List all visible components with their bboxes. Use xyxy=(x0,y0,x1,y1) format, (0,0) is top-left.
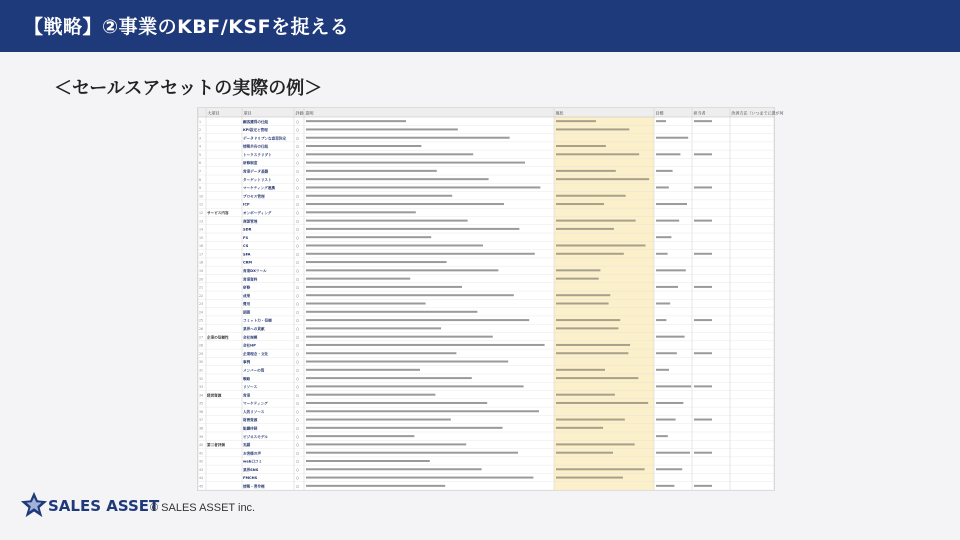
row-number: 30 xyxy=(199,360,204,365)
item-cell: 企業理念・文化 xyxy=(243,351,269,356)
cell-text-placeholder xyxy=(556,170,616,172)
column-header: 改善方法（いつまでに誰が何 xyxy=(731,110,784,116)
cell-text-placeholder xyxy=(306,452,518,454)
eval-mark: ○ xyxy=(296,194,300,199)
cell-text-placeholder xyxy=(306,145,421,147)
cell-text-placeholder xyxy=(556,253,624,255)
cell-text-placeholder xyxy=(306,402,487,404)
column-header: 目標 xyxy=(655,110,664,116)
cell-text-placeholder xyxy=(694,120,712,122)
item-cell: ビジネスモデル xyxy=(243,434,268,439)
item-cell: 成果 xyxy=(243,293,251,298)
eval-mark: ○ xyxy=(296,418,300,423)
item-cell: CS xyxy=(243,244,249,249)
row-number: 3 xyxy=(199,136,202,141)
cell-text-placeholder xyxy=(694,452,712,454)
cell-text-placeholder xyxy=(556,244,646,246)
cell-text-placeholder xyxy=(656,303,670,305)
row-number: 32 xyxy=(199,376,204,381)
eval-mark: ○ xyxy=(296,302,300,307)
cell-text-placeholder xyxy=(656,468,682,470)
row-number: 19 xyxy=(199,269,204,274)
item-cell: リソース xyxy=(243,385,258,390)
cell-text-placeholder xyxy=(306,261,447,263)
item-cell: メンバーの質 xyxy=(243,368,265,373)
row-number: 39 xyxy=(199,434,204,439)
item-cell: 費用 xyxy=(243,302,251,307)
cell-text-placeholder xyxy=(656,120,666,122)
cell-text-placeholder xyxy=(306,162,525,164)
cell-text-placeholder xyxy=(694,186,712,188)
cell-text-placeholder xyxy=(556,303,609,305)
cell-text-placeholder xyxy=(656,253,668,255)
eval-mark: ○ xyxy=(296,202,300,207)
cell-text-placeholder xyxy=(306,170,437,172)
row-number: 5 xyxy=(199,152,202,157)
cell-text-placeholder xyxy=(656,286,678,288)
item-cell: 業界SNS xyxy=(243,467,259,472)
eval-mark: ○ xyxy=(296,219,300,224)
cell-text-placeholder xyxy=(306,394,435,396)
column-header: 評価 xyxy=(295,110,304,116)
cell-text-placeholder xyxy=(656,220,679,222)
cell-text-placeholder xyxy=(306,211,416,213)
row-number: 44 xyxy=(199,476,204,481)
item-cell: SFA xyxy=(243,252,251,257)
cell-text-placeholder xyxy=(694,352,712,354)
eval-mark: ○ xyxy=(296,368,300,373)
item-cell: 実績 xyxy=(243,443,251,448)
cell-text-placeholder xyxy=(694,253,712,255)
header-bar xyxy=(0,0,960,52)
row-number: 1 xyxy=(199,119,202,124)
cell-text-placeholder xyxy=(306,311,477,313)
cell-text-placeholder xyxy=(556,220,636,222)
eval-mark: ○ xyxy=(296,376,300,381)
category-cell: 企業の信頼性 xyxy=(207,335,229,340)
row-number: 20 xyxy=(199,277,204,282)
cell-text-placeholder xyxy=(306,294,514,296)
cell-text-placeholder xyxy=(306,220,468,222)
cell-text-placeholder xyxy=(556,419,625,421)
eval-mark: ○ xyxy=(296,144,300,149)
row-number: 28 xyxy=(199,343,204,348)
eval-mark: ○ xyxy=(296,335,300,340)
cell-text-placeholder xyxy=(556,394,615,396)
row-number: 27 xyxy=(199,335,204,340)
eval-mark: ○ xyxy=(296,227,300,232)
item-cell: 研修 xyxy=(243,285,251,290)
eval-mark: ○ xyxy=(296,177,300,182)
row-number: 37 xyxy=(199,418,204,423)
column-header: 現状 xyxy=(555,110,564,116)
row-number: 9 xyxy=(199,186,202,191)
cell-text-placeholder xyxy=(556,269,600,271)
eval-mark: ○ xyxy=(296,285,300,290)
eval-mark: ○ xyxy=(296,210,300,215)
item-cell: 業界への貢献 xyxy=(243,327,265,332)
item-cell: マーケティング連携 xyxy=(243,186,275,191)
cell-text-placeholder xyxy=(306,303,426,305)
cell-text-placeholder xyxy=(656,452,690,454)
cell-text-placeholder xyxy=(656,269,686,271)
sales-asset-logo-icon xyxy=(20,491,48,519)
row-number: 26 xyxy=(199,327,204,332)
row-number: 35 xyxy=(199,401,204,406)
cell-text-placeholder xyxy=(306,419,451,421)
cell-text-placeholder xyxy=(306,485,445,487)
eval-mark: ○ xyxy=(296,293,300,298)
cell-text-placeholder xyxy=(656,402,683,404)
eval-mark: ○ xyxy=(296,360,300,365)
row-number: 38 xyxy=(199,426,204,431)
cell-text-placeholder xyxy=(306,427,503,429)
column-header: 項目 xyxy=(243,110,252,116)
eval-mark: ○ xyxy=(296,351,300,356)
item-cell: 営業 xyxy=(243,393,251,398)
row-number: 18 xyxy=(199,260,204,265)
cell-text-placeholder xyxy=(556,294,610,296)
eval-mark: ○ xyxy=(296,327,300,332)
eval-mark: ○ xyxy=(296,467,300,472)
cell-text-placeholder xyxy=(306,286,462,288)
row-number: 45 xyxy=(199,484,204,489)
item-cell: 情報・著作権 xyxy=(243,484,265,489)
row-number: 22 xyxy=(199,293,204,298)
cell-text-placeholder xyxy=(556,228,614,230)
column-header: 説明 xyxy=(305,110,314,116)
item-cell: SDR xyxy=(243,227,252,232)
row-number: 29 xyxy=(199,351,204,356)
eval-mark: ○ xyxy=(296,459,300,464)
page-title: 【戦略】②事業のKBF/KSFを捉える xyxy=(24,16,350,38)
cell-text-placeholder xyxy=(306,128,458,130)
cell-text-placeholder xyxy=(694,419,712,421)
row-number: 43 xyxy=(199,467,204,472)
item-cell: FS xyxy=(243,235,249,240)
eval-mark: ○ xyxy=(296,434,300,439)
cell-text-placeholder xyxy=(694,385,712,387)
cell-text-placeholder xyxy=(306,369,420,371)
item-cell: 組織体制 xyxy=(243,426,258,431)
cell-text-placeholder xyxy=(656,419,676,421)
item-cell: 研修制度 xyxy=(243,161,258,166)
cell-text-placeholder xyxy=(306,269,498,271)
column-header-row xyxy=(198,108,774,117)
footer-logo-text: SALES ASSET xyxy=(48,497,160,515)
item-cell: 情報共有の仕組 xyxy=(243,144,269,149)
cell-text-placeholder xyxy=(556,468,645,470)
item-cell: 顧客獲得の仕組 xyxy=(243,119,269,124)
cell-text-placeholder xyxy=(556,402,648,404)
item-cell: 営業データ基盤 xyxy=(243,169,269,174)
cell-text-placeholder xyxy=(656,435,668,437)
eval-mark: ○ xyxy=(296,318,300,323)
column-header: 大項目 xyxy=(207,110,220,116)
footer-copyright: © SALES ASSET inc. xyxy=(150,502,256,514)
eval-mark: ○ xyxy=(296,252,300,257)
cell-text-placeholder xyxy=(656,153,680,155)
cell-text-placeholder xyxy=(556,178,649,180)
category-cell: サービス内容 xyxy=(207,210,229,215)
row-number: 6 xyxy=(199,161,202,166)
cell-text-placeholder xyxy=(656,485,674,487)
cell-text-placeholder xyxy=(306,228,519,230)
eval-mark: ○ xyxy=(296,451,300,456)
cell-text-placeholder xyxy=(306,385,524,387)
cell-text-placeholder xyxy=(306,137,510,139)
cell-text-placeholder xyxy=(306,443,466,445)
cell-text-placeholder xyxy=(656,319,666,321)
eval-mark: ○ xyxy=(296,401,300,406)
cell-text-placeholder xyxy=(306,327,441,329)
row-number: 36 xyxy=(199,409,204,414)
eval-mark: ○ xyxy=(296,152,300,157)
spreadsheet-grid xyxy=(198,108,784,490)
cell-text-placeholder xyxy=(306,410,539,412)
cell-text-placeholder xyxy=(306,203,504,205)
cell-text-placeholder xyxy=(306,435,414,437)
cell-text-placeholder xyxy=(694,153,712,155)
cell-text-placeholder xyxy=(306,178,489,180)
item-cell: web口コミ xyxy=(243,459,263,464)
row-number: 25 xyxy=(199,318,204,323)
item-cell: データドリブンな意思決定 xyxy=(243,136,286,141)
item-cell: お客様の声 xyxy=(243,451,261,456)
row-number: 10 xyxy=(199,194,204,199)
eval-mark: ○ xyxy=(296,426,300,431)
item-cell: KPI設定と管理 xyxy=(243,128,268,133)
cell-text-placeholder xyxy=(656,369,669,371)
item-cell: プロセス管理 xyxy=(243,194,265,199)
cell-text-placeholder xyxy=(306,352,456,354)
cell-text-placeholder xyxy=(556,327,619,329)
cell-text-placeholder xyxy=(556,153,639,155)
cell-text-placeholder xyxy=(306,244,483,246)
cell-text-placeholder xyxy=(306,460,430,462)
cell-text-placeholder xyxy=(656,137,688,139)
eval-mark: ○ xyxy=(296,393,300,398)
cell-text-placeholder xyxy=(556,195,626,197)
row-number: 33 xyxy=(199,385,204,390)
eval-mark: ○ xyxy=(296,128,300,133)
cell-text-placeholder xyxy=(656,170,673,172)
row-number: 2 xyxy=(199,128,202,133)
category-cell: 経営資源 xyxy=(207,393,222,398)
cell-text-placeholder xyxy=(306,253,535,255)
cell-text-placeholder xyxy=(306,336,493,338)
eval-mark: ○ xyxy=(296,161,300,166)
item-cell: 事例 xyxy=(243,360,251,365)
cell-text-placeholder xyxy=(656,186,669,188)
eval-mark: ○ xyxy=(296,277,300,282)
cell-text-placeholder xyxy=(556,452,613,454)
cell-text-placeholder xyxy=(306,361,508,363)
cell-text-placeholder xyxy=(306,120,406,122)
eval-mark: ○ xyxy=(296,269,300,274)
item-cell: ターゲットリスト xyxy=(243,177,272,182)
row-number: 13 xyxy=(199,219,204,224)
row-number: 11 xyxy=(199,202,204,207)
cell-text-placeholder xyxy=(556,128,629,130)
eval-mark: ○ xyxy=(296,244,300,249)
eval-mark: ○ xyxy=(296,385,300,390)
item-cell: CRM xyxy=(243,260,252,265)
cell-text-placeholder xyxy=(656,385,691,387)
row-number: 42 xyxy=(199,459,204,464)
item-cell: 期間 xyxy=(243,310,251,315)
item-cell: ICP xyxy=(243,202,250,207)
item-cell: コミット力・信頼 xyxy=(243,318,272,323)
row-number: 17 xyxy=(199,252,204,257)
cell-text-placeholder xyxy=(306,186,540,188)
eval-mark: ○ xyxy=(296,409,300,414)
cell-text-placeholder xyxy=(306,377,472,379)
eval-mark: ○ xyxy=(296,484,300,489)
spreadsheet-image xyxy=(198,108,784,490)
cell-text-placeholder xyxy=(656,336,685,338)
cell-text-placeholder xyxy=(556,344,630,346)
section-title: ＜セールスアセットの実際の例＞ xyxy=(54,78,323,99)
cell-text-placeholder xyxy=(556,319,620,321)
eval-mark: ○ xyxy=(296,119,300,124)
cell-text-placeholder xyxy=(694,220,712,222)
cell-text-placeholder xyxy=(556,120,596,122)
cell-text-placeholder xyxy=(556,377,638,379)
cell-text-placeholder xyxy=(306,278,410,280)
cell-text-placeholder xyxy=(306,153,473,155)
row-number: 14 xyxy=(199,227,204,232)
eval-mark: ○ xyxy=(296,343,300,348)
cell-text-placeholder xyxy=(556,427,603,429)
row-number: 40 xyxy=(199,443,204,448)
row-number: 31 xyxy=(199,368,204,373)
item-cell: 営業資料 xyxy=(243,277,258,282)
eval-mark: ○ xyxy=(296,235,300,240)
cell-text-placeholder xyxy=(306,344,545,346)
row-number: 8 xyxy=(199,177,202,182)
row-number: 7 xyxy=(199,169,202,174)
row-number: 15 xyxy=(199,235,204,240)
item-cell: 戦略 xyxy=(243,376,251,381)
row-number: 34 xyxy=(199,393,204,398)
item-cell: FMCHS xyxy=(243,476,258,481)
row-number: 16 xyxy=(199,244,204,249)
item-cell: マーケティング xyxy=(243,401,268,406)
cell-text-placeholder xyxy=(656,352,677,354)
item-cell: 会社HP xyxy=(243,343,256,348)
item-cell: トークスクリプト xyxy=(243,152,272,157)
cell-text-placeholder xyxy=(306,468,482,470)
cell-text-placeholder xyxy=(306,195,452,197)
cell-text-placeholder xyxy=(306,236,431,238)
row-number: 41 xyxy=(199,451,204,456)
eval-mark: ○ xyxy=(296,476,300,481)
cell-text-placeholder xyxy=(556,477,623,479)
highlighted-column xyxy=(554,108,654,490)
eval-mark: ○ xyxy=(296,443,300,448)
cell-text-placeholder xyxy=(694,286,712,288)
cell-text-placeholder xyxy=(556,203,604,205)
row-number: 21 xyxy=(199,285,204,290)
cell-text-placeholder xyxy=(694,319,712,321)
row-number: 4 xyxy=(199,144,202,149)
eval-mark: ○ xyxy=(296,169,300,174)
cell-text-placeholder xyxy=(556,145,606,147)
row-number: 12 xyxy=(199,210,204,215)
item-cell: 商談管理 xyxy=(243,219,258,224)
item-cell: 営業DXツール xyxy=(243,269,267,274)
item-cell: オンボーディング xyxy=(243,210,272,215)
cell-text-placeholder xyxy=(656,203,687,205)
eval-mark: ○ xyxy=(296,260,300,265)
row-number: 24 xyxy=(199,310,204,315)
cell-text-placeholder xyxy=(306,477,533,479)
row-number: 23 xyxy=(199,302,204,307)
cell-text-placeholder xyxy=(556,278,599,280)
eval-mark: ○ xyxy=(296,310,300,315)
column-header: 担当者 xyxy=(693,110,706,116)
cell-text-placeholder xyxy=(556,352,628,354)
cell-text-placeholder xyxy=(306,319,529,321)
cell-text-placeholder xyxy=(656,236,671,238)
item-cell: 財務資源 xyxy=(243,418,258,423)
eval-mark: ○ xyxy=(296,186,300,191)
eval-mark: ○ xyxy=(296,136,300,141)
cell-text-placeholder xyxy=(556,369,605,371)
category-cell: 第三者評価 xyxy=(207,443,225,448)
item-cell: 人的リソース xyxy=(243,409,265,414)
cell-text-placeholder xyxy=(694,485,712,487)
item-cell: 会社規模 xyxy=(243,335,258,340)
cell-text-placeholder xyxy=(556,443,635,445)
